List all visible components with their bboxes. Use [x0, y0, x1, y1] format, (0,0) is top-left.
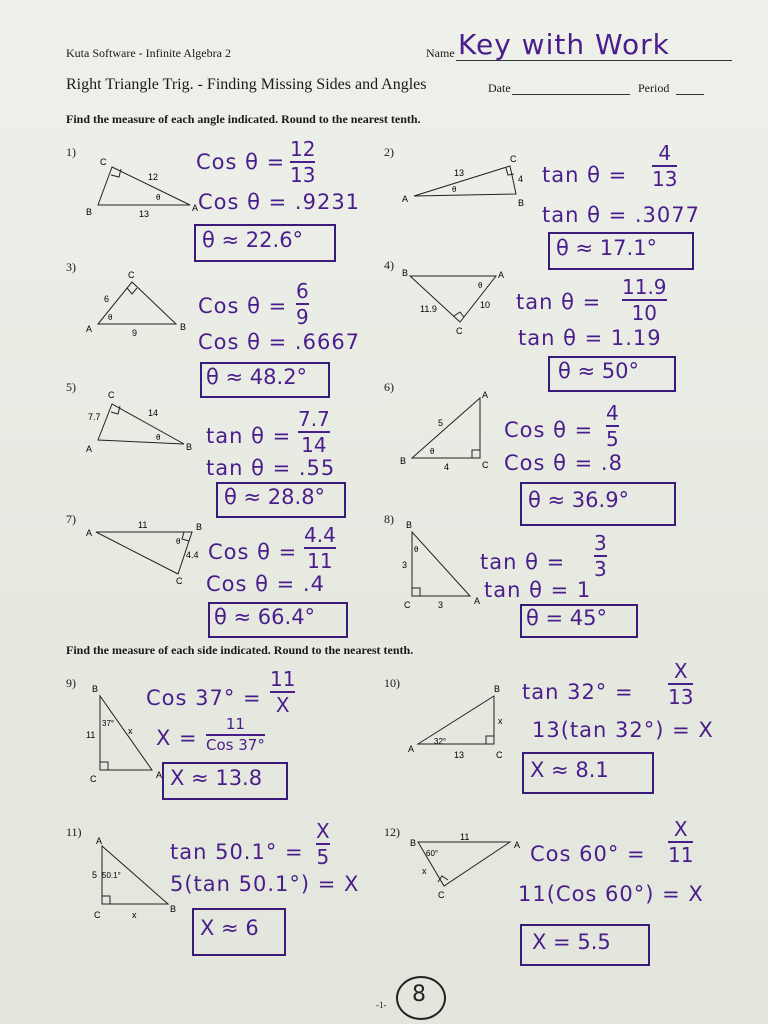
p8-label-theta: θ	[414, 545, 419, 554]
p9-answer: X ≈ 13.8	[170, 766, 263, 790]
p6-work-value: Cos θ = .8	[504, 451, 623, 475]
problem-2-triangle	[398, 150, 538, 210]
p1-work-value: Cos θ = .9231	[198, 190, 361, 214]
p1-label-hyp: 12	[148, 172, 159, 182]
p9-fraction: 11 X	[270, 667, 296, 717]
p4-answer: θ ≈ 50°	[558, 359, 640, 383]
p8-label-side: 3	[438, 600, 444, 610]
p6-label-a: A	[482, 390, 489, 400]
p5-label-side: 14	[148, 408, 159, 418]
p12-label-hyp: 11	[460, 832, 470, 842]
p4-label-b: B	[402, 268, 409, 278]
p3-label-hyp: 9	[132, 328, 138, 338]
angles-instruction: Find the measure of each angle indicated. Round to the nearest tenth.	[66, 112, 421, 126]
p9-label-leg: 11	[86, 730, 96, 740]
p1-label-c: C	[100, 157, 107, 167]
p5-label-c: C	[108, 390, 115, 400]
problem-12-number: 12)	[384, 825, 400, 839]
p4-work-eq: tan θ =	[516, 290, 602, 314]
score-value: 8	[412, 982, 427, 1007]
p3-work-eq: Cos θ =	[198, 294, 288, 318]
p4-fraction: 11.9 10	[622, 275, 667, 325]
p8-work-value: tan θ = 1	[484, 578, 592, 602]
problem-5-triangle	[84, 388, 199, 458]
p6-work-eq: Cos θ =	[504, 418, 594, 442]
p8-fraction: 3 3	[594, 531, 607, 581]
p2-label-b: B	[518, 198, 525, 208]
problem-2-number: 2)	[384, 145, 394, 159]
p5-work-eq: tan θ =	[206, 424, 292, 448]
p11-label-x: x	[132, 910, 137, 920]
period-line	[676, 94, 704, 95]
p12-label-b: B	[410, 838, 417, 848]
p5-label-theta: θ	[156, 433, 161, 442]
page-number: -1-	[376, 1000, 387, 1010]
problem-3-number: 3)	[66, 260, 76, 274]
problem-6-number: 6)	[384, 380, 394, 394]
p1-label-a: A	[192, 203, 199, 213]
p11-label-angle: 50.1°	[102, 871, 121, 880]
period-label: Period	[638, 81, 670, 95]
p7-work-eq: Cos θ =	[208, 540, 298, 564]
p2-work-value: tan θ = .3077	[542, 203, 701, 227]
p8-work-eq: tan θ =	[480, 550, 566, 574]
p12-label-c: C	[438, 890, 445, 900]
p8-label-b: B	[406, 520, 413, 530]
p2-label-theta: θ	[452, 185, 457, 194]
p8-label-c: C	[404, 600, 411, 610]
p11-work-value: 5(tan 50.1°) = X	[170, 872, 360, 896]
p9-label-x: x	[128, 726, 133, 736]
problem-7-number: 7)	[66, 512, 76, 526]
p3-answer: θ ≈ 48.2°	[206, 365, 308, 389]
problem-8-number: 8)	[384, 512, 394, 526]
p10-label-c: C	[496, 750, 503, 760]
p12-work-eq: Cos 60° =	[530, 842, 646, 866]
p11-work-eq: tan 50.1° =	[170, 840, 304, 864]
p12-answer: X = 5.5	[532, 930, 611, 954]
p9-label-b: B	[92, 684, 99, 694]
p5-label-b: B	[186, 442, 193, 452]
problem-4-number: 4)	[384, 258, 394, 272]
p10-label-side: 13	[454, 750, 465, 760]
p7-label-c: C	[176, 576, 183, 586]
p12-label-a: A	[514, 840, 521, 850]
p7-work-value: Cos θ = .4	[206, 572, 325, 596]
p9-label-c: C	[90, 774, 97, 784]
worksheet-title: Right Triangle Trig. - Finding Missing Sides and Angles	[66, 76, 427, 93]
p11-fraction: X 5	[316, 819, 330, 869]
p5-fraction: 7.7 14	[298, 407, 330, 457]
p6-answer: θ ≈ 36.9°	[528, 488, 630, 512]
date-line	[512, 94, 630, 95]
problem-1-number: 1)	[66, 145, 76, 159]
publisher-label: Kuta Software - Infinite Algebra 2	[66, 46, 231, 60]
p7-label-leg: 4.4	[186, 550, 199, 560]
p6-fraction: 4 5	[606, 401, 619, 451]
p7-label-theta: θ	[176, 537, 181, 546]
problem-11-number: 11)	[66, 825, 82, 839]
problem-12-triangle	[406, 830, 526, 902]
p9-work-eq: Cos 37° =	[146, 686, 262, 710]
problem-10-number: 10)	[384, 676, 400, 690]
p4-label-side: 11.9	[420, 304, 437, 314]
p10-answer: X ≈ 8.1	[530, 758, 609, 782]
p7-label-hyp: 11	[138, 520, 148, 530]
p10-work-value: 13(tan 32°) = X	[532, 718, 714, 742]
problem-10-triangle	[398, 682, 518, 762]
p1-label-theta: θ	[156, 193, 161, 202]
p10-label-x: x	[498, 716, 503, 726]
name-value: Key with Work	[458, 28, 670, 61]
p10-label-a: A	[408, 744, 415, 754]
name-label: Name	[426, 46, 455, 60]
p2-label-side: 4	[518, 174, 524, 184]
p3-fraction: 6 9	[296, 279, 309, 329]
p5-answer: θ ≈ 28.8°	[224, 485, 326, 509]
p5-work-value: tan θ = .55	[206, 456, 336, 480]
p3-label-leg: 6	[104, 294, 110, 304]
problem-9-number: 9)	[66, 676, 76, 690]
p6-label-hyp: 5	[438, 418, 444, 428]
p3-label-theta: θ	[108, 313, 113, 322]
p7-label-b: B	[196, 522, 203, 532]
problem-1-triangle	[84, 155, 199, 220]
p5-label-a: A	[86, 444, 93, 454]
p4-label-c: C	[456, 326, 463, 336]
p10-work-eq: tan 32° =	[522, 680, 634, 704]
p8-label-leg: 3	[402, 560, 408, 570]
p2-fraction: 4 13	[652, 141, 678, 191]
p3-label-c: C	[128, 270, 135, 280]
p12-label-angle: 60°	[426, 849, 439, 858]
p1-fraction: 12 13	[290, 137, 316, 187]
p8-answer: θ = 45°	[526, 606, 608, 630]
problem-5-number: 5)	[66, 380, 76, 394]
p6-label-side: 4	[444, 462, 450, 472]
p2-label-hyp: 13	[454, 168, 465, 178]
p7-answer: θ ≈ 66.4°	[214, 605, 316, 629]
p11-label-b: B	[170, 904, 177, 914]
p4-work-value: tan θ = 1.19	[518, 326, 662, 350]
p2-label-c: C	[510, 154, 517, 164]
p1-label-side: 13	[139, 209, 150, 219]
p4-label-a: A	[498, 270, 505, 280]
p11-label-a: A	[96, 836, 103, 846]
p5-label-leg: 7.7	[88, 412, 101, 422]
p3-label-b: B	[180, 322, 187, 332]
p12-label-x: x	[422, 866, 427, 876]
p11-label-c: C	[94, 910, 101, 920]
p3-work-value: Cos θ = .6667	[198, 330, 361, 354]
problem-6-triangle	[396, 388, 506, 472]
p9-work-solve: X =	[156, 726, 198, 750]
problem-3-triangle	[84, 268, 194, 340]
p9-label-a: A	[156, 770, 163, 780]
p10-label-b: B	[494, 684, 501, 694]
p4-label-leg: 10	[480, 300, 491, 310]
p4-label-theta: θ	[478, 281, 483, 290]
p3-label-a: A	[86, 324, 93, 334]
p2-label-a: A	[402, 194, 409, 204]
p10-label-angle: 32°	[434, 737, 447, 746]
p1-answer: θ ≈ 22.6°	[202, 228, 304, 252]
p12-work-value: 11(Cos 60°) = X	[518, 882, 704, 906]
sides-instruction: Find the measure of each side indicated. Round to the nearest tenth.	[66, 643, 414, 657]
p6-label-theta: θ	[430, 447, 435, 456]
problem-4-triangle	[398, 266, 518, 338]
p2-answer: θ ≈ 17.1°	[556, 236, 658, 260]
p7-label-a: A	[86, 528, 93, 538]
problem-7-triangle	[84, 518, 209, 588]
p7-fraction: 4.4 11	[304, 523, 336, 573]
problem-11-triangle	[82, 834, 182, 924]
p6-label-b: B	[400, 456, 407, 466]
p6-label-c: C	[482, 460, 489, 470]
p1-label-b: B	[86, 207, 93, 217]
p11-label-leg: 5	[92, 870, 98, 880]
p8-label-a: A	[474, 596, 481, 606]
p2-work-eq: tan θ =	[542, 163, 628, 187]
p9-label-angle: 37°	[102, 719, 115, 728]
p12-fraction: X 11	[668, 817, 694, 867]
p10-fraction: X 13	[668, 659, 694, 709]
p11-answer: X ≈ 6	[200, 916, 259, 940]
p9-fraction-2: 11 Cos 37°	[206, 715, 265, 754]
p1-work-eq: Cos θ =	[196, 150, 286, 174]
date-label: Date	[488, 81, 511, 95]
